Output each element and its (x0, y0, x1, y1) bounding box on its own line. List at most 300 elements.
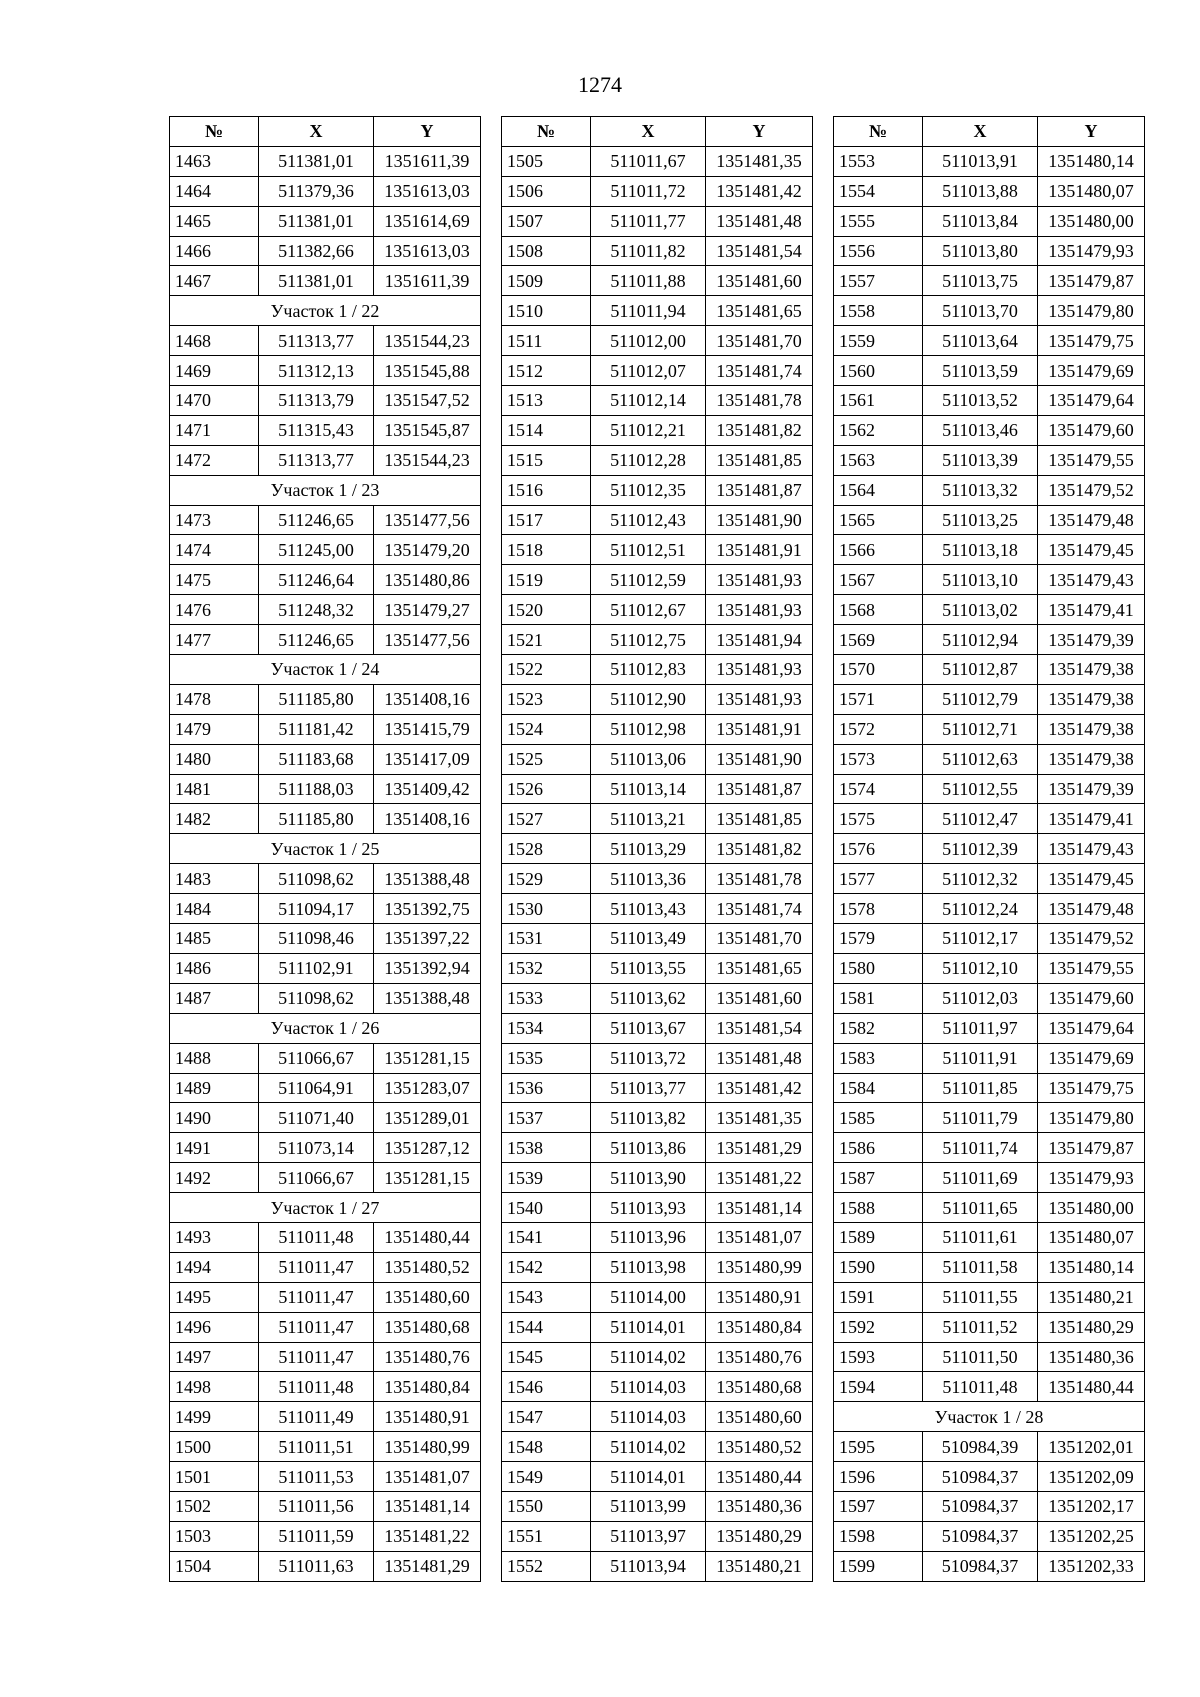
table-row (170, 1103, 481, 1133)
x-coordinate-cell: 511012,17 (923, 924, 1038, 954)
y-coordinate-cell: 1351481,94 (706, 625, 813, 655)
y-coordinate-cell: 1351613,03 (374, 176, 481, 206)
table-row (834, 625, 1145, 655)
table-row (834, 684, 1145, 714)
header-y: Y (1038, 117, 1145, 147)
table-row (502, 1342, 813, 1372)
table-row (502, 1402, 813, 1432)
x-coordinate-cell: 511013,94 (591, 1551, 706, 1581)
x-coordinate-cell: 511013,36 (591, 864, 706, 894)
table-row (170, 1372, 481, 1402)
x-coordinate-cell: 511013,84 (923, 206, 1038, 236)
y-coordinate-cell: 1351392,94 (374, 953, 481, 983)
point-number-cell: 1507 (502, 206, 591, 236)
x-coordinate-cell: 511012,51 (591, 535, 706, 565)
point-number-cell: 1576 (834, 834, 923, 864)
table-row (502, 266, 813, 296)
x-coordinate-cell: 511313,79 (259, 386, 374, 416)
point-number-cell: 1519 (502, 565, 591, 595)
point-number-cell: 1561 (834, 386, 923, 416)
y-coordinate-cell: 1351479,48 (1038, 894, 1145, 924)
point-number-cell: 1569 (834, 625, 923, 655)
x-coordinate-cell: 511013,46 (923, 415, 1038, 445)
header-number: № (170, 117, 259, 147)
table-row (170, 1282, 481, 1312)
table-row (502, 1372, 813, 1402)
y-coordinate-cell: 1351281,15 (374, 1163, 481, 1193)
point-number-cell: 1483 (170, 864, 259, 894)
point-number-cell: 1463 (170, 146, 259, 176)
y-coordinate-cell: 1351202,25 (1038, 1521, 1145, 1551)
y-coordinate-cell: 1351481,48 (706, 206, 813, 236)
x-coordinate-cell: 511013,93 (591, 1193, 706, 1223)
table-row (834, 1491, 1145, 1521)
x-coordinate-cell: 511013,39 (923, 445, 1038, 475)
y-coordinate-cell: 1351480,44 (1038, 1372, 1145, 1402)
y-coordinate-cell: 1351388,48 (374, 864, 481, 894)
y-coordinate-cell: 1351481,07 (374, 1462, 481, 1492)
y-coordinate-cell: 1351479,55 (1038, 445, 1145, 475)
table-row (834, 924, 1145, 954)
table-row (834, 1073, 1145, 1103)
y-coordinate-cell: 1351481,93 (706, 655, 813, 685)
table-row (170, 953, 481, 983)
table-row (502, 146, 813, 176)
x-coordinate-cell: 510984,37 (923, 1521, 1038, 1551)
x-coordinate-cell: 511181,42 (259, 714, 374, 744)
point-number-cell: 1533 (502, 983, 591, 1013)
y-coordinate-cell: 1351479,87 (1038, 266, 1145, 296)
table-row (834, 356, 1145, 386)
y-coordinate-cell: 1351479,69 (1038, 356, 1145, 386)
y-coordinate-cell: 1351614,69 (374, 206, 481, 236)
table-row (834, 1043, 1145, 1073)
x-coordinate-cell: 511013,98 (591, 1252, 706, 1282)
page-number: 1274 (578, 72, 622, 97)
x-coordinate-cell: 511246,65 (259, 505, 374, 535)
table-row (502, 326, 813, 356)
y-coordinate-cell: 1351479,52 (1038, 924, 1145, 954)
table-row (170, 1402, 481, 1432)
point-number-cell: 1468 (170, 326, 259, 356)
x-coordinate-cell: 510984,37 (923, 1491, 1038, 1521)
table-row (502, 774, 813, 804)
header-x: X (591, 117, 706, 147)
x-coordinate-cell: 511012,67 (591, 595, 706, 625)
y-coordinate-cell: 1351479,38 (1038, 714, 1145, 744)
x-coordinate-cell: 511246,64 (259, 565, 374, 595)
header-x: X (259, 117, 374, 147)
y-coordinate-cell: 1351480,91 (706, 1282, 813, 1312)
point-number-cell: 1518 (502, 535, 591, 565)
point-number-cell: 1535 (502, 1043, 591, 1073)
table-row (170, 146, 481, 176)
point-number-cell: 1545 (502, 1342, 591, 1372)
x-coordinate-cell: 511013,25 (923, 505, 1038, 535)
table-row (834, 804, 1145, 834)
point-number-cell: 1488 (170, 1043, 259, 1073)
x-coordinate-cell: 511011,47 (259, 1282, 374, 1312)
y-coordinate-cell: 1351481,87 (706, 475, 813, 505)
x-coordinate-cell: 511011,91 (923, 1043, 1038, 1073)
point-number-cell: 1590 (834, 1252, 923, 1282)
x-coordinate-cell: 511013,86 (591, 1133, 706, 1163)
table-header-row (502, 117, 813, 147)
y-coordinate-cell: 1351611,39 (374, 266, 481, 296)
y-coordinate-cell: 1351202,33 (1038, 1551, 1145, 1581)
section-title: Участок 1 / 26 (170, 1013, 481, 1043)
table-row (502, 565, 813, 595)
x-coordinate-cell: 511014,01 (591, 1462, 706, 1492)
y-coordinate-cell: 1351481,91 (706, 714, 813, 744)
x-coordinate-cell: 511011,58 (923, 1252, 1038, 1282)
y-coordinate-cell: 1351392,75 (374, 894, 481, 924)
table-row (834, 1222, 1145, 1252)
point-number-cell: 1531 (502, 924, 591, 954)
table-row (834, 176, 1145, 206)
y-coordinate-cell: 1351481,78 (706, 386, 813, 416)
table-row (502, 386, 813, 416)
table-row (834, 1013, 1145, 1043)
section-row (170, 655, 481, 685)
point-number-cell: 1475 (170, 565, 259, 595)
coordinates-table-right (833, 116, 1145, 1582)
table-row (170, 684, 481, 714)
point-number-cell: 1598 (834, 1521, 923, 1551)
x-coordinate-cell: 511011,72 (591, 176, 706, 206)
table-row (170, 595, 481, 625)
point-number-cell: 1476 (170, 595, 259, 625)
y-coordinate-cell: 1351480,00 (1038, 206, 1145, 236)
y-coordinate-cell: 1351281,15 (374, 1043, 481, 1073)
x-coordinate-cell: 511011,50 (923, 1342, 1038, 1372)
point-number-cell: 1588 (834, 1193, 923, 1223)
point-number-cell: 1562 (834, 415, 923, 445)
y-coordinate-cell: 1351479,69 (1038, 1043, 1145, 1073)
x-coordinate-cell: 511012,28 (591, 445, 706, 475)
point-number-cell: 1465 (170, 206, 259, 236)
y-coordinate-cell: 1351479,38 (1038, 744, 1145, 774)
table-row (834, 565, 1145, 595)
point-number-cell: 1559 (834, 326, 923, 356)
table-row (502, 1043, 813, 1073)
table-header-row (170, 117, 481, 147)
y-coordinate-cell: 1351480,44 (706, 1462, 813, 1492)
table-row (502, 1521, 813, 1551)
table-row (502, 744, 813, 774)
point-number-cell: 1513 (502, 386, 591, 416)
y-coordinate-cell: 1351544,23 (374, 326, 481, 356)
point-number-cell: 1481 (170, 774, 259, 804)
y-coordinate-cell: 1351481,35 (706, 146, 813, 176)
x-coordinate-cell: 511013,96 (591, 1222, 706, 1252)
point-number-cell: 1490 (170, 1103, 259, 1133)
y-coordinate-cell: 1351481,78 (706, 864, 813, 894)
y-coordinate-cell: 1351481,90 (706, 744, 813, 774)
y-coordinate-cell: 1351202,01 (1038, 1432, 1145, 1462)
point-number-cell: 1537 (502, 1103, 591, 1133)
table-row (502, 684, 813, 714)
y-coordinate-cell: 1351480,60 (706, 1402, 813, 1432)
table-row (170, 1043, 481, 1073)
x-coordinate-cell: 511012,32 (923, 864, 1038, 894)
point-number-cell: 1555 (834, 206, 923, 236)
x-coordinate-cell: 511248,32 (259, 595, 374, 625)
table-row (834, 714, 1145, 744)
point-number-cell: 1591 (834, 1282, 923, 1312)
x-coordinate-cell: 511098,62 (259, 983, 374, 1013)
y-coordinate-cell: 1351479,80 (1038, 296, 1145, 326)
point-number-cell: 1532 (502, 953, 591, 983)
table-row (502, 1312, 813, 1342)
point-number-cell: 1474 (170, 535, 259, 565)
x-coordinate-cell: 511012,14 (591, 386, 706, 416)
y-coordinate-cell: 1351289,01 (374, 1103, 481, 1133)
table-row (834, 744, 1145, 774)
x-coordinate-cell: 511014,02 (591, 1432, 706, 1462)
x-coordinate-cell: 511245,00 (259, 535, 374, 565)
y-coordinate-cell: 1351481,14 (374, 1491, 481, 1521)
point-number-cell: 1578 (834, 894, 923, 924)
point-number-cell: 1564 (834, 475, 923, 505)
table-row (170, 1163, 481, 1193)
x-coordinate-cell: 511011,67 (591, 146, 706, 176)
y-coordinate-cell: 1351479,87 (1038, 1133, 1145, 1163)
x-coordinate-cell: 511014,03 (591, 1372, 706, 1402)
section-row (170, 1193, 481, 1223)
header-y: Y (706, 117, 813, 147)
y-coordinate-cell: 1351479,48 (1038, 505, 1145, 535)
section-title: Участок 1 / 24 (170, 655, 481, 685)
table-row (502, 983, 813, 1013)
x-coordinate-cell: 511011,47 (259, 1312, 374, 1342)
table-row (834, 1133, 1145, 1163)
y-coordinate-cell: 1351477,56 (374, 505, 481, 535)
point-number-cell: 1470 (170, 386, 259, 416)
y-coordinate-cell: 1351479,43 (1038, 834, 1145, 864)
point-number-cell: 1593 (834, 1342, 923, 1372)
y-coordinate-cell: 1351481,22 (706, 1163, 813, 1193)
y-coordinate-cell: 1351481,91 (706, 535, 813, 565)
point-number-cell: 1517 (502, 505, 591, 535)
x-coordinate-cell: 511012,35 (591, 475, 706, 505)
y-coordinate-cell: 1351480,76 (374, 1342, 481, 1372)
point-number-cell: 1596 (834, 1462, 923, 1492)
x-coordinate-cell: 511011,69 (923, 1163, 1038, 1193)
point-number-cell: 1547 (502, 1402, 591, 1432)
y-coordinate-cell: 1351480,44 (374, 1222, 481, 1252)
table-row (834, 894, 1145, 924)
y-coordinate-cell: 1351479,27 (374, 595, 481, 625)
table-row (834, 505, 1145, 535)
point-number-cell: 1551 (502, 1521, 591, 1551)
y-coordinate-cell: 1351388,48 (374, 983, 481, 1013)
table-row (834, 1282, 1145, 1312)
x-coordinate-cell: 511012,39 (923, 834, 1038, 864)
y-coordinate-cell: 1351408,16 (374, 804, 481, 834)
table-row (170, 864, 481, 894)
x-coordinate-cell: 511013,88 (923, 176, 1038, 206)
table-row (170, 714, 481, 744)
table-row (502, 864, 813, 894)
point-number-cell: 1560 (834, 356, 923, 386)
x-coordinate-cell: 511013,55 (591, 953, 706, 983)
x-coordinate-cell: 511012,59 (591, 565, 706, 595)
y-coordinate-cell: 1351283,07 (374, 1073, 481, 1103)
y-coordinate-cell: 1351479,41 (1038, 804, 1145, 834)
point-number-cell: 1550 (502, 1491, 591, 1521)
point-number-cell: 1486 (170, 953, 259, 983)
table-row (834, 1312, 1145, 1342)
point-number-cell: 1528 (502, 834, 591, 864)
point-number-cell: 1472 (170, 445, 259, 475)
x-coordinate-cell: 511012,83 (591, 655, 706, 685)
table-row (170, 1462, 481, 1492)
point-number-cell: 1502 (170, 1491, 259, 1521)
table-row (834, 475, 1145, 505)
x-coordinate-cell: 511011,47 (259, 1252, 374, 1282)
x-coordinate-cell: 511011,65 (923, 1193, 1038, 1223)
y-coordinate-cell: 1351479,43 (1038, 565, 1145, 595)
x-coordinate-cell: 511012,47 (923, 804, 1038, 834)
point-number-cell: 1581 (834, 983, 923, 1013)
point-number-cell: 1500 (170, 1432, 259, 1462)
y-coordinate-cell: 1351479,39 (1038, 625, 1145, 655)
point-number-cell: 1552 (502, 1551, 591, 1581)
table-row (834, 296, 1145, 326)
table-row (834, 206, 1145, 236)
y-coordinate-cell: 1351481,07 (706, 1222, 813, 1252)
point-number-cell: 1492 (170, 1163, 259, 1193)
y-coordinate-cell: 1351480,60 (374, 1282, 481, 1312)
x-coordinate-cell: 511013,72 (591, 1043, 706, 1073)
table-row (834, 1252, 1145, 1282)
x-coordinate-cell: 511011,48 (923, 1372, 1038, 1402)
point-number-cell: 1501 (170, 1462, 259, 1492)
x-coordinate-cell: 511011,61 (923, 1222, 1038, 1252)
y-coordinate-cell: 1351545,88 (374, 356, 481, 386)
table-row (502, 804, 813, 834)
y-coordinate-cell: 1351544,23 (374, 445, 481, 475)
table-row (834, 266, 1145, 296)
table-row (502, 475, 813, 505)
table-row (170, 744, 481, 774)
x-coordinate-cell: 511011,48 (259, 1372, 374, 1402)
y-coordinate-cell: 1351479,60 (1038, 983, 1145, 1013)
x-coordinate-cell: 511012,55 (923, 774, 1038, 804)
table-row (834, 236, 1145, 266)
x-coordinate-cell: 511011,59 (259, 1521, 374, 1551)
table-row (502, 236, 813, 266)
point-number-cell: 1467 (170, 266, 259, 296)
y-coordinate-cell: 1351479,64 (1038, 386, 1145, 416)
point-number-cell: 1554 (834, 176, 923, 206)
x-coordinate-cell: 511011,47 (259, 1342, 374, 1372)
point-number-cell: 1482 (170, 804, 259, 834)
table-row (502, 1252, 813, 1282)
point-number-cell: 1512 (502, 356, 591, 386)
point-number-cell: 1527 (502, 804, 591, 834)
x-coordinate-cell: 511013,99 (591, 1491, 706, 1521)
y-coordinate-cell: 1351481,93 (706, 684, 813, 714)
point-number-cell: 1580 (834, 953, 923, 983)
x-coordinate-cell: 511012,63 (923, 744, 1038, 774)
section-title: Участок 1 / 27 (170, 1193, 481, 1223)
y-coordinate-cell: 1351479,93 (1038, 1163, 1145, 1193)
point-number-cell: 1536 (502, 1073, 591, 1103)
point-number-cell: 1514 (502, 415, 591, 445)
x-coordinate-cell: 511381,01 (259, 266, 374, 296)
table-row (502, 415, 813, 445)
x-coordinate-cell: 511012,07 (591, 356, 706, 386)
y-coordinate-cell: 1351480,86 (374, 565, 481, 595)
y-coordinate-cell: 1351481,48 (706, 1043, 813, 1073)
y-coordinate-cell: 1351480,29 (706, 1521, 813, 1551)
y-coordinate-cell: 1351481,93 (706, 565, 813, 595)
section-row (170, 834, 481, 864)
point-number-cell: 1511 (502, 326, 591, 356)
y-coordinate-cell: 1351480,00 (1038, 1193, 1145, 1223)
point-number-cell: 1478 (170, 684, 259, 714)
x-coordinate-cell: 511013,02 (923, 595, 1038, 625)
point-number-cell: 1505 (502, 146, 591, 176)
point-number-cell: 1516 (502, 475, 591, 505)
x-coordinate-cell: 511013,62 (591, 983, 706, 1013)
x-coordinate-cell: 511071,40 (259, 1103, 374, 1133)
point-number-cell: 1573 (834, 744, 923, 774)
y-coordinate-cell: 1351481,54 (706, 236, 813, 266)
y-coordinate-cell: 1351480,84 (374, 1372, 481, 1402)
point-number-cell: 1546 (502, 1372, 591, 1402)
point-number-cell: 1480 (170, 744, 259, 774)
x-coordinate-cell: 511188,03 (259, 774, 374, 804)
table-row (170, 565, 481, 595)
x-coordinate-cell: 511014,01 (591, 1312, 706, 1342)
y-coordinate-cell: 1351481,60 (706, 266, 813, 296)
x-coordinate-cell: 511012,00 (591, 326, 706, 356)
table-row (170, 1073, 481, 1103)
table-row (834, 1521, 1145, 1551)
y-coordinate-cell: 1351479,20 (374, 535, 481, 565)
x-coordinate-cell: 511013,82 (591, 1103, 706, 1133)
table-row (170, 1133, 481, 1163)
x-coordinate-cell: 511013,97 (591, 1521, 706, 1551)
x-coordinate-cell: 511013,32 (923, 475, 1038, 505)
x-coordinate-cell: 511011,88 (591, 266, 706, 296)
point-number-cell: 1494 (170, 1252, 259, 1282)
table-row (170, 415, 481, 445)
header-number: № (502, 117, 591, 147)
table-row (170, 1222, 481, 1252)
y-coordinate-cell: 1351481,82 (706, 834, 813, 864)
point-number-cell: 1570 (834, 655, 923, 685)
point-number-cell: 1557 (834, 266, 923, 296)
table-row (170, 445, 481, 475)
x-coordinate-cell: 511013,14 (591, 774, 706, 804)
table-row (834, 415, 1145, 445)
table-row (834, 1103, 1145, 1133)
point-number-cell: 1579 (834, 924, 923, 954)
point-number-cell: 1499 (170, 1402, 259, 1432)
table-row (834, 1462, 1145, 1492)
point-number-cell: 1522 (502, 655, 591, 685)
section-title: Участок 1 / 22 (170, 296, 481, 326)
y-coordinate-cell: 1351479,75 (1038, 326, 1145, 356)
y-coordinate-cell: 1351611,39 (374, 146, 481, 176)
point-number-cell: 1503 (170, 1521, 259, 1551)
y-coordinate-cell: 1351479,38 (1038, 684, 1145, 714)
y-coordinate-cell: 1351547,52 (374, 386, 481, 416)
